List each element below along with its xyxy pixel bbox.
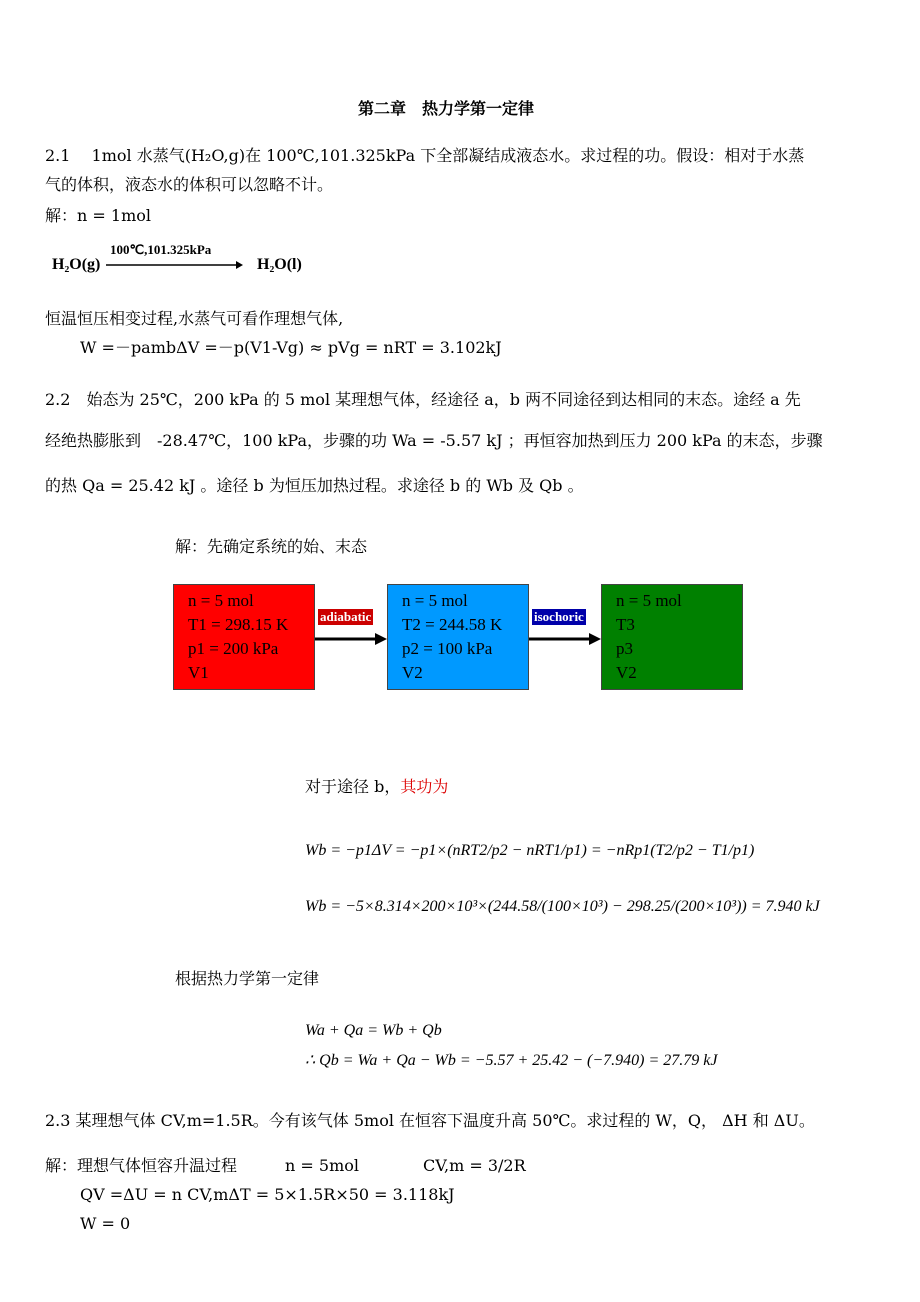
state-line: n = 5 mol [616, 591, 682, 610]
problem-2-1-line1: 2.1 1mol 水蒸气(H₂O,g)在 100℃,101.325kPa 下全部凝结成液态水。求过程的功。假设：相对于水蒸 [45, 146, 805, 165]
problem-2-1-note: 恒温恒压相变过程,水蒸气可看作理想气体, [45, 309, 344, 328]
product: H₂O(l) [257, 256, 302, 273]
state-line: p3 [616, 639, 633, 658]
reaction-arrow-icon [104, 258, 244, 272]
chapter-title: 第二章 热力学第一定律 [358, 99, 535, 118]
adiabatic-label: adiabatic [320, 609, 372, 624]
first-law-label: 根据热力学第一定律 [175, 969, 320, 988]
reactant: H₂O(g) [52, 256, 101, 273]
path-b-work-label: 其功为 [400, 777, 449, 796]
state-line: V1 [188, 663, 209, 682]
problem-2-3-line1: 2.3 某理想气体 CV,m=1.5R。今有该气体 5mol 在恒容下温度升高 50℃。求过程的 W，Q， ΔH 和 ΔU。 [45, 1111, 815, 1130]
first-law-equation: Wa + Qa = Wb + Qb [305, 1022, 442, 1039]
state-line: T2 = 244.58 K [402, 615, 503, 634]
path-b-intro [305, 776, 448, 798]
problem-2-3-solution: 解：理想气体恒容升温过程 n = 5mol CV,m = 3/2R [45, 1156, 526, 1175]
problem-2-1-solution: 解：n = 1mol [45, 206, 151, 225]
problem-2-1-equation: W =－pambΔV =－p(V1-Vg) ≈ pVg = nRT = 3.102kJ [80, 338, 502, 357]
problem-2-2-line1: 2.2 始态为 25℃，200 kPa 的 5 mol 某理想气体，经途径 a，b 两不同途径到达相同的末态。途经 a 先 [45, 390, 801, 409]
state-line: V2 [616, 663, 637, 682]
problem-2-1-line2: 气的体积，液态水的体积可以忽略不计。 [45, 175, 334, 194]
state-line: n = 5 mol [188, 591, 254, 610]
problem-2-3-equation-2: W = 0 [80, 1214, 131, 1233]
reaction-condition: 100℃,101.325kPa [110, 242, 212, 257]
intermediate-state-box [387, 584, 529, 690]
state-line: p2 = 100 kPa [402, 639, 493, 658]
work-equation-1: Wb = −p1ΔV = −p1×(nRT2/p2 − nRT1/p1) = −nRp1(T2/p2 − T1/p1) [305, 842, 755, 859]
isochoric-label: isochoric [534, 609, 584, 624]
problem-2-3-equation-1: QV =ΔU = n CV,mΔT = 5×1.5R×50 = 3.118kJ [80, 1185, 455, 1204]
problem-2-2-line3: 的热 Qa = 25.42 kJ 。途径 b 为恒压加热过程。求途径 b 的 Wb 及 Qb 。 [45, 476, 584, 495]
state-line: T1 = 298.15 K [188, 615, 289, 634]
state-line: V2 [402, 663, 423, 682]
problem-2-2-line2: 经绝热膨胀到 -28.47℃，100 kPa，步骤的功 Wa = -5.57 kJ ；再恒容加热到压力 200 kPa 的末态，步骤 [45, 431, 823, 450]
arrow-right-icon [315, 632, 389, 646]
heat-equation: ∴ Qb = Wa + Qa − Wb = −5.57 + 25.42 − (−7.940) = 27.79 kJ [305, 1052, 718, 1069]
state-line: n = 5 mol [402, 591, 468, 610]
state-line: T3 [616, 615, 635, 634]
problem-2-2-solution: 解：先确定系统的始、末态 [175, 537, 368, 556]
arrow-right-icon [529, 632, 603, 646]
path-b-label: 对于途径 b， [305, 777, 401, 796]
state-line: p1 = 200 kPa [188, 639, 279, 658]
work-equation-2: Wb = −5×8.314×200×10³×(244.58/(100×10³) − 298.25/(200×10³)) = 7.940 kJ [305, 898, 820, 915]
initial-state-box [173, 584, 315, 690]
final-state-box [601, 584, 743, 690]
